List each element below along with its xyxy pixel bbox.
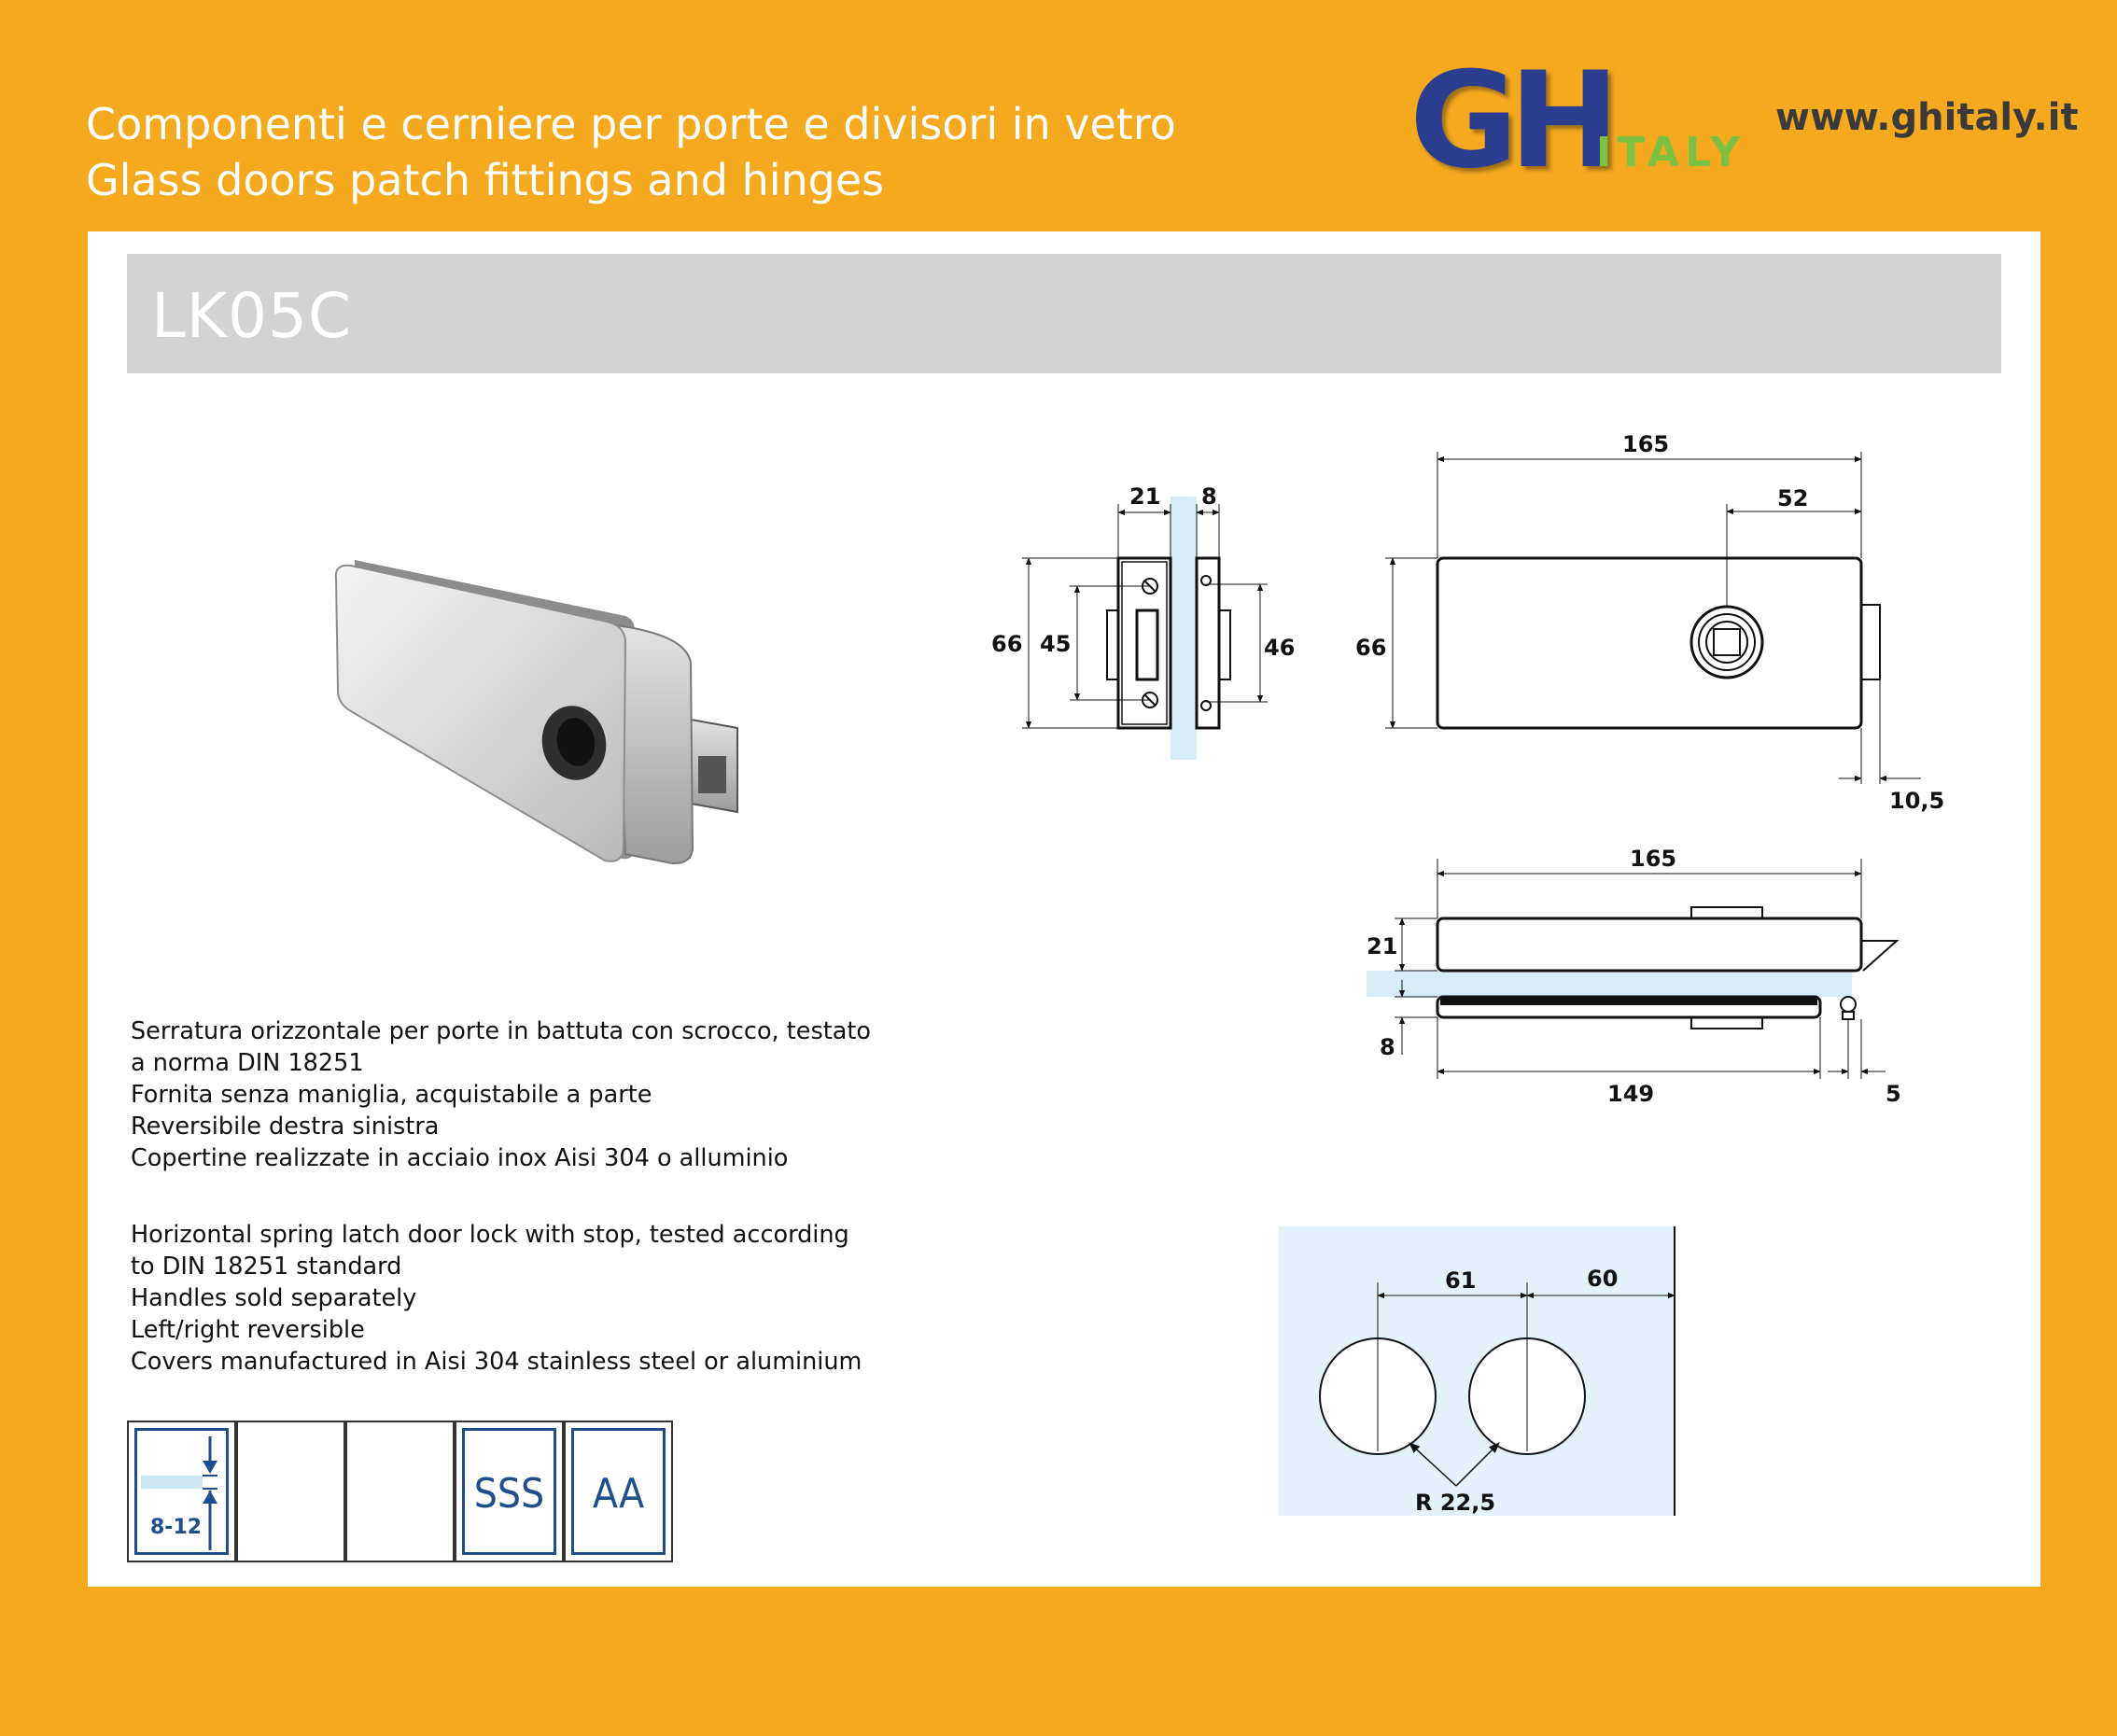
dim-side-w2: 8 bbox=[1201, 483, 1217, 510]
dim-top-thickness-top: 21 bbox=[1367, 933, 1398, 959]
description-line: Handles sold separately bbox=[131, 1284, 417, 1312]
description-line: a norma DIN 18251 bbox=[131, 1049, 364, 1077]
description-line: Covers manufactured in Aisi 304 stainless steel or aluminium bbox=[131, 1348, 862, 1376]
badge-thickness-label: 8-12 bbox=[150, 1516, 203, 1539]
dim-top-thickness-bottom: 8 bbox=[1380, 1034, 1395, 1060]
front-view-drawing bbox=[1385, 452, 1921, 784]
dim-top-offset: 5 bbox=[1886, 1081, 1901, 1107]
description-line: Copertine realizzate in acciaio inox Aisi 304 o alluminio bbox=[131, 1144, 789, 1172]
badge-glass-thickness bbox=[127, 1421, 236, 1562]
header-title-english: Glass doors patch fittings and hinges bbox=[86, 155, 885, 205]
svg-text:GH: GH bbox=[1409, 52, 1611, 175]
side-view-drawing bbox=[1022, 497, 1268, 760]
specification-badges bbox=[127, 1421, 681, 1566]
badge-frame bbox=[571, 1428, 666, 1555]
dim-hole-radius: R 22,5 bbox=[1415, 1490, 1496, 1516]
description-line: Reversibile destra sinistra bbox=[131, 1113, 440, 1141]
description-line: Fornita senza maniglia, acquistabile a parte bbox=[131, 1081, 652, 1109]
website-url[interactable]: www.ghitaly.it bbox=[1775, 96, 2079, 139]
badge-finish-sss bbox=[455, 1421, 564, 1562]
dim-top-length: 165 bbox=[1630, 846, 1677, 872]
badge-finish-aa bbox=[564, 1421, 673, 1562]
header-title-italian: Componenti e cerniere per porte e divisori in vetro bbox=[86, 99, 1176, 149]
product-code: LK05C bbox=[151, 280, 353, 352]
top-view-drawing bbox=[1367, 859, 1897, 1079]
badge-frame bbox=[134, 1428, 229, 1555]
dim-front-latch: 10,5 bbox=[1889, 788, 1945, 814]
description-line: Serratura orizzontale per porte in battuta con scrocco, testato bbox=[131, 1017, 871, 1045]
badge-empty bbox=[345, 1421, 455, 1562]
dim-front-height: 66 bbox=[1355, 635, 1387, 661]
svg-text:ITALY: ITALY bbox=[1596, 129, 1746, 175]
badge-finish-aa-label: AA bbox=[592, 1470, 645, 1518]
dim-side-h-outer: 66 bbox=[991, 631, 1023, 657]
badge-finish-sss-label: SSS bbox=[473, 1470, 545, 1518]
dim-side-w1: 21 bbox=[1129, 483, 1161, 510]
description-line: to DIN 18251 standard bbox=[131, 1253, 402, 1281]
dim-top-length-bottom: 149 bbox=[1607, 1081, 1655, 1107]
badge-frame bbox=[462, 1428, 556, 1555]
dim-side-h-left: 45 bbox=[1040, 631, 1072, 657]
description-line: Horizontal spring latch door lock with stop, tested according bbox=[131, 1221, 849, 1249]
description-line: Left/right reversible bbox=[131, 1316, 365, 1344]
dim-hole-dist2: 60 bbox=[1587, 1266, 1619, 1292]
dim-hole-dist1: 61 bbox=[1445, 1267, 1477, 1294]
dim-front-key-offset: 52 bbox=[1777, 485, 1809, 511]
badge-empty bbox=[236, 1421, 345, 1562]
dim-front-length: 165 bbox=[1622, 431, 1670, 457]
dim-side-h-right: 46 bbox=[1264, 635, 1296, 661]
